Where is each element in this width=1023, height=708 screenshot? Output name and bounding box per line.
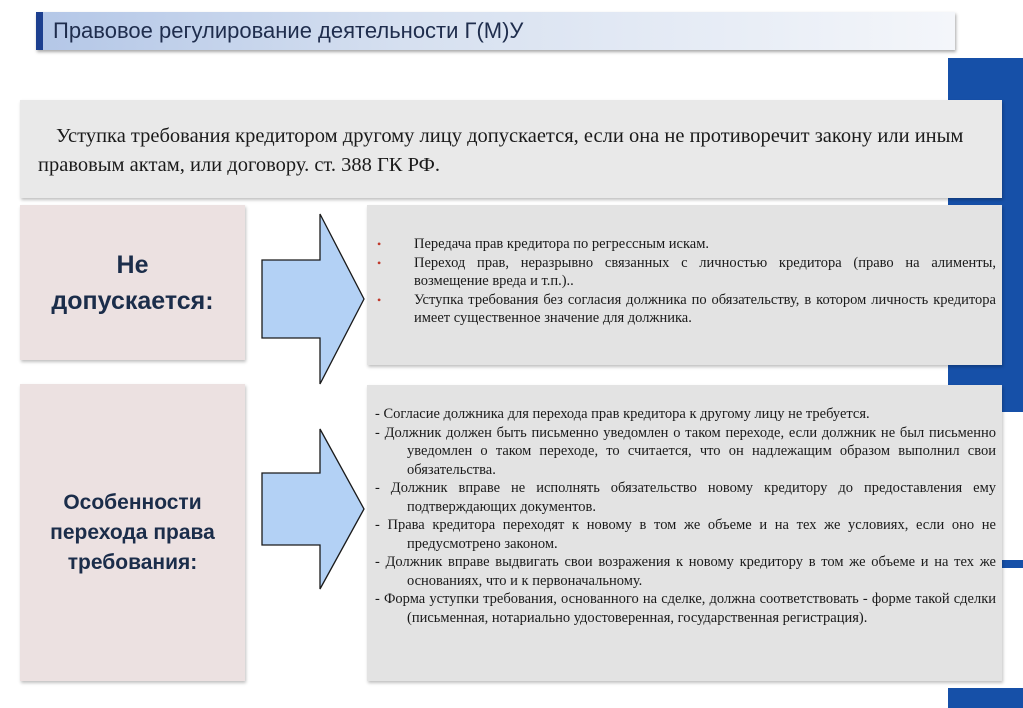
list-item: • Уступка требования без согласия должника по обязательству, в котором личность кредитора имеет существенное значение для должника. xyxy=(377,291,996,326)
list-item: - Должник вправе не исполнять обязательство новому кредитору до предоставления ему подтверждающих документов. xyxy=(375,480,996,515)
not-allowed-list xyxy=(367,205,1002,328)
not-allowed-label-text: Не допускается: xyxy=(51,250,214,315)
list-item: • Передача прав кредитора по регрессным искам. xyxy=(377,236,710,252)
list-item: - Согласие должника для перехода прав кредитора к другому лицу не требуется. xyxy=(375,406,870,422)
intro-text: Уступка требования кредитором другому лицу допускается, если она не противоречит закону или иным правовым актам, или договору. ст. 388 ГК РФ. xyxy=(38,125,964,176)
not-allowed-panel xyxy=(367,205,1002,365)
list-item: - Права кредитора переходят к новому в том же объеме и на тех же условиях, если оно не предусмотрено законом. xyxy=(375,517,996,552)
features-label-text: Особенности перехода права требования: xyxy=(50,490,215,574)
arrow-right-icon xyxy=(258,210,368,388)
features-panel xyxy=(367,385,1002,681)
list-item: - Должник должен быть письменно уведомлен о таком переходе, если должник не был письменно уведомлен о таком переходе, то считается, что он надлежащим образом выполнил свои обязательства. xyxy=(375,424,996,478)
title-bar xyxy=(36,12,955,50)
list-item: - Форма уступки требования, основанного на сделке, должна соответствовать - форме такой сделки (письменная, нотариально удостоверенная, государственная регистрация). xyxy=(375,591,996,626)
list-item: - Должник вправе выдвигать свои возражения к новому кредитору в том же объеме и на тех же основаниях, что и к первоначальному. xyxy=(375,554,996,589)
features-list xyxy=(367,385,1002,627)
page-title: Правовое регулирование деятельности Г(М)У xyxy=(53,18,524,43)
not-allowed-label xyxy=(20,205,245,360)
features-label xyxy=(20,384,245,681)
list-item: • Переход прав, неразрывно связанных с личностью кредитора (право на алименты, возмещение вреда и т.п.).. xyxy=(377,254,996,289)
arrow-right-icon xyxy=(258,425,368,593)
intro-panel xyxy=(20,100,1002,198)
